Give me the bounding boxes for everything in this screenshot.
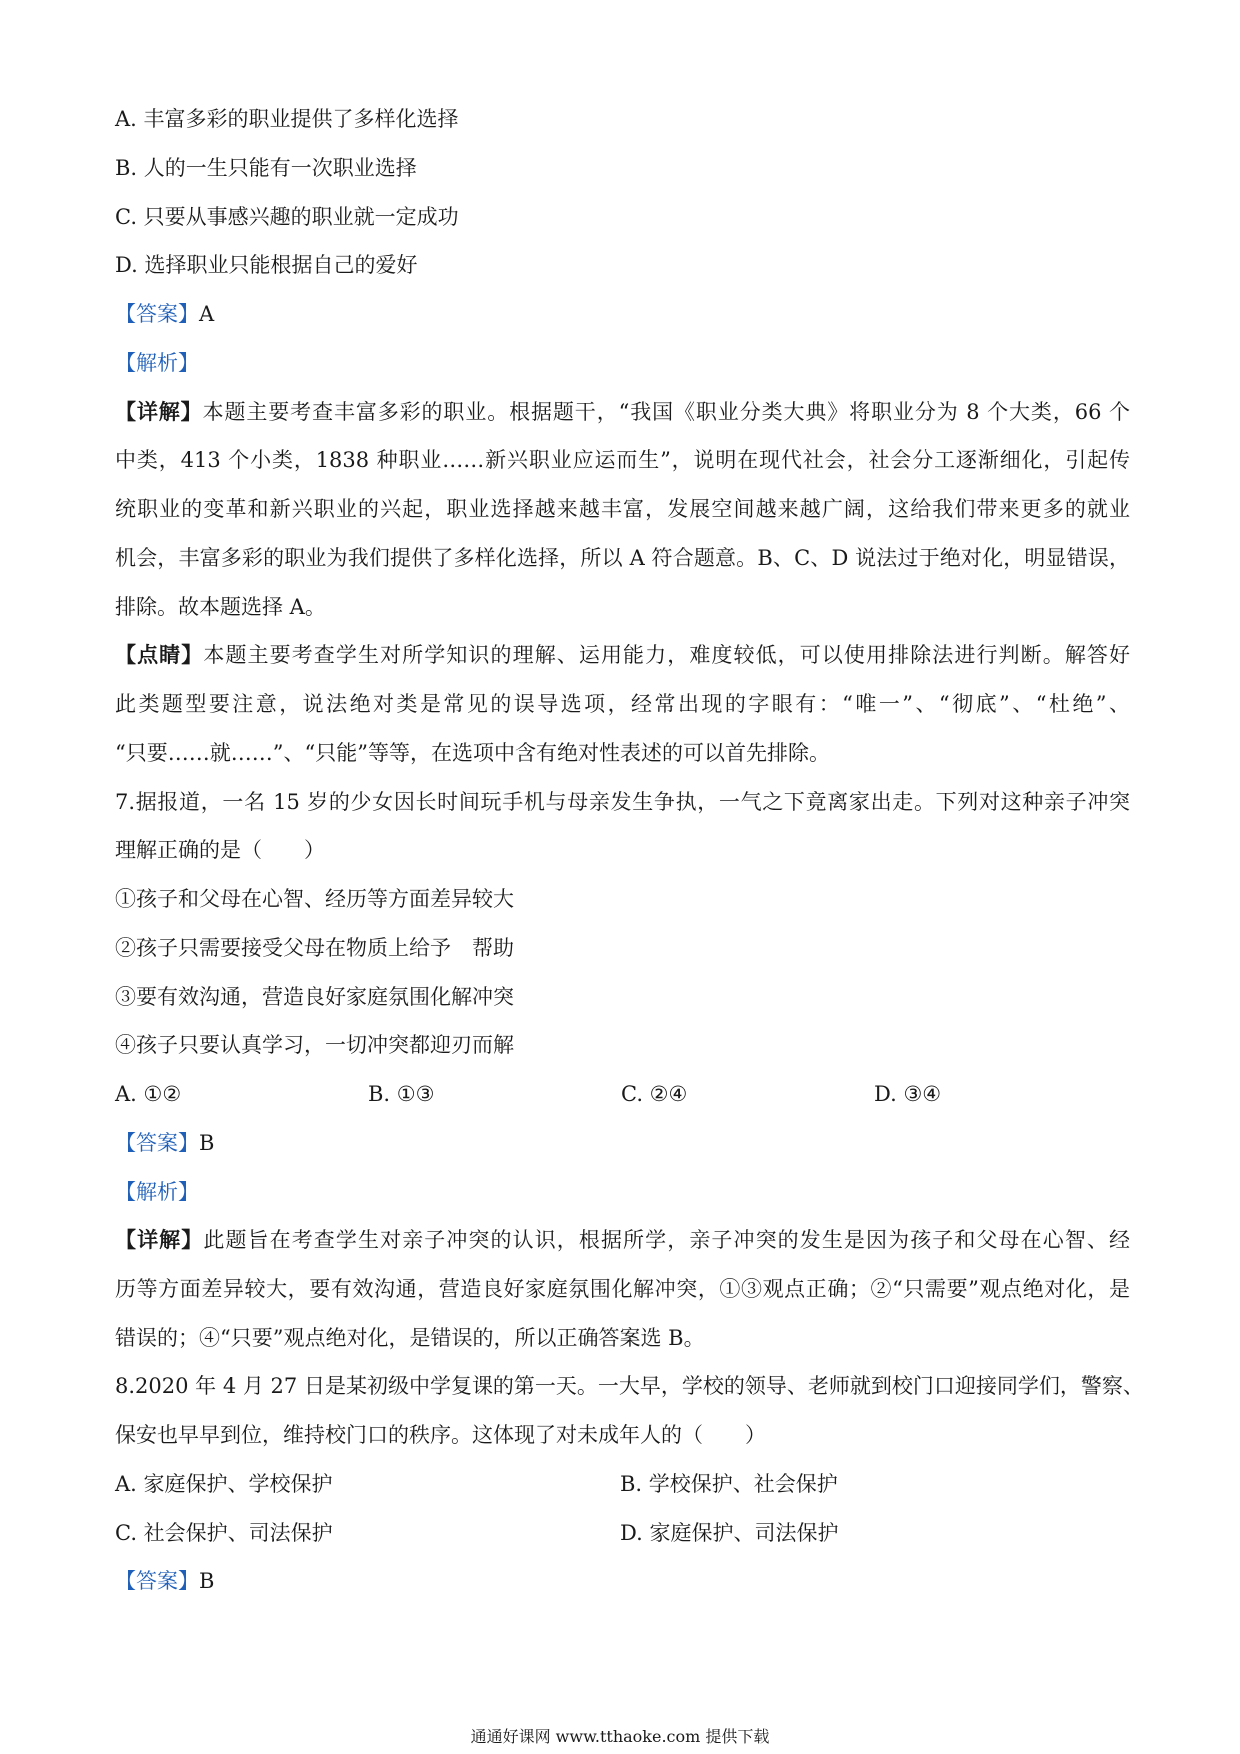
- q6-tip-line: 此类题型要注意，说法绝对类是常见的误导选项，经常出现的字眼有：“唯一”、“彻底”、“杜绝”、: [115, 692, 1130, 716]
- detail-tag: 【详解】: [115, 399, 203, 424]
- answer-value: A: [199, 302, 215, 326]
- detail-tag: 【详解】: [115, 1227, 204, 1252]
- q7-option-c: C. ②④: [621, 1082, 688, 1106]
- analysis-tag: 【解析】: [115, 1180, 199, 1204]
- q7-stem-line: 7.据报道，一名 15 岁的少女因长时间玩手机与母亲发生争执，一气之下竟离家出走。下列对这种亲子冲突: [115, 790, 1130, 814]
- q7-option-a: A. ①②: [115, 1082, 182, 1106]
- q6-analysis: [115, 348, 1130, 378]
- q6-answer: [115, 299, 1130, 329]
- q6-option-b: B. 人的一生只能有一次职业选择: [115, 156, 417, 180]
- q7-detail-line: 错误的；④“只要”观点绝对化，是错误的，所以正确答案选 B。: [115, 1326, 705, 1350]
- q6-detail-line: 【详解】本题主要考查丰富多彩的职业。根据题干，“我国《职业分类大典》将职业分为 8 个大类，66 个: [115, 399, 1131, 424]
- q8-option-d: D. 家庭保护、司法保护: [620, 1521, 839, 1545]
- q7-statement: ①孩子和父母在心智、经历等方面差异较大: [115, 887, 514, 911]
- answer-tag: 【答案】: [115, 302, 199, 326]
- q7-statement: ④孩子只要认真学习，一切冲突都迎刃而解: [115, 1033, 514, 1057]
- q6-option-c: C. 只要从事感兴趣的职业就一定成功: [115, 205, 459, 229]
- analysis-tag: 【解析】: [115, 351, 199, 375]
- answer-tag: 【答案】: [115, 1569, 199, 1593]
- q6-detail-line: 中类，413 个小类，1838 种职业……新兴职业应运而生”，说明在现代社会，社会分工逐渐细化，引起传: [115, 448, 1130, 472]
- q6-tip-line: “只要……就……”、“只能”等等，在选项中含有绝对性表述的可以首先排除。: [115, 741, 830, 765]
- q7-answer: [115, 1128, 1130, 1158]
- q7-stem-line: 理解正确的是（ ）: [115, 838, 325, 862]
- page-footer: 通通好课网 www.tthaoke.com 提供下载: [470, 1727, 770, 1746]
- answer-value: B: [199, 1131, 215, 1155]
- q7-detail-line: 历等方面差异较大，要有效沟通，营造良好家庭氛围化解冲突，①③观点正确；②“只需要”观点绝对化，是: [115, 1277, 1130, 1301]
- tip-tag: 【点睛】: [115, 642, 204, 667]
- q7-option-b: B. ①③: [368, 1082, 435, 1106]
- answer-value: B: [199, 1569, 215, 1593]
- q6-tip-line: 【点睛】本题主要考查学生对所学知识的理解、运用能力，难度较低，可以使用排除法进行判断。解答好: [115, 642, 1130, 667]
- q8-stem-line: 保安也早早到位，维持校门口的秩序。这体现了对未成年人的（ ）: [115, 1423, 766, 1447]
- q6-detail-line: 机会，丰富多彩的职业为我们提供了多样化选择，所以 A 符合题意。B、C、D 说法过于绝对化，明显错误，: [115, 546, 1130, 570]
- q6-option-a: A. 丰富多彩的职业提供了多样化选择: [115, 107, 459, 131]
- q7-analysis: [115, 1177, 1130, 1207]
- q7-statement: ②孩子只需要接受父母在物质上给予 帮助: [115, 936, 514, 960]
- q8-answer: [115, 1566, 1130, 1596]
- q8-stem-line: 8.2020 年 4 月 27 日是某初级中学复课的第一天。一大早，学校的领导、老师就到校门口迎接同学们，警察、: [115, 1374, 1144, 1398]
- answer-tag: 【答案】: [115, 1131, 199, 1155]
- q7-statement: ③要有效沟通，营造良好家庭氛围化解冲突: [115, 985, 514, 1009]
- q6-detail-line: 统职业的变革和新兴职业的兴起，职业选择越来越丰富，发展空间越来越广阔，这给我们带来更多的就业: [115, 497, 1130, 521]
- q6-detail-line: 排除。故本题选择 A。: [115, 595, 326, 619]
- q7-option-d: D. ③④: [874, 1082, 942, 1106]
- q8-option-c: C. 社会保护、司法保护: [115, 1521, 333, 1545]
- q8-option-a: A. 家庭保护、学校保护: [115, 1472, 333, 1496]
- q8-option-b: B. 学校保护、社会保护: [620, 1472, 838, 1496]
- q6-option-d: D. 选择职业只能根据自己的爱好: [115, 253, 418, 277]
- q7-detail-line: 【详解】此题旨在考查学生对亲子冲突的认识，根据所学，亲子冲突的发生是因为孩子和父母在心智、经: [115, 1227, 1130, 1252]
